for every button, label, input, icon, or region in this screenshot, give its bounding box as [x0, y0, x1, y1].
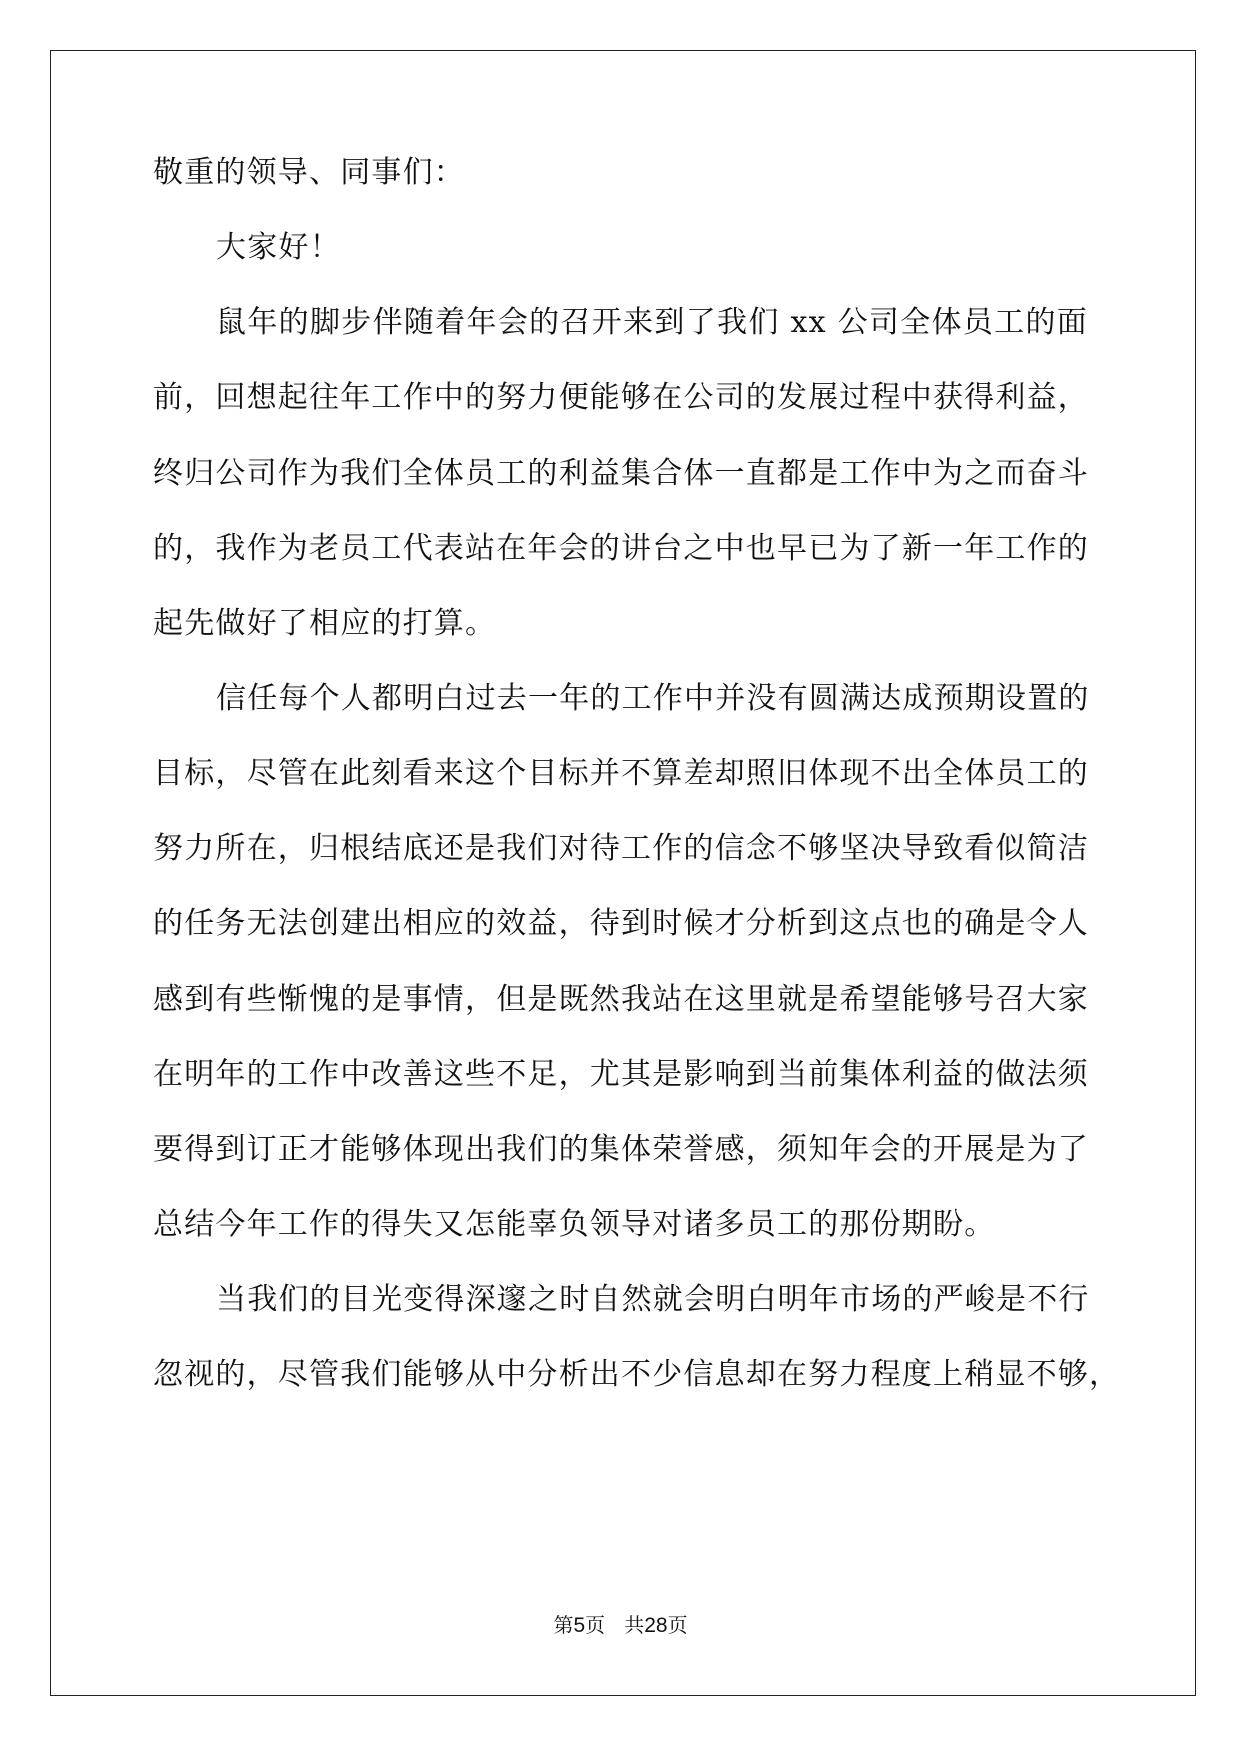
total-prefix: 共 [624, 1613, 645, 1637]
paragraph-1-line-4: 的，我作为老员工代表站在年会的讲台之中也早已为了新一年工作的 [153, 531, 1089, 566]
total-suffix: 页 [667, 1613, 688, 1637]
page-footer [0, 1612, 1241, 1639]
paragraph-2-line-6: 在明年的工作中改善这些不足，尤其是影响到当前集体利益的做法须 [153, 1057, 1089, 1092]
paragraph-1-line-3: 终归公司作为我们全体员工的利益集合体一直都是工作中为之而奋斗 [153, 456, 1089, 491]
paragraph-2-line-5: 感到有些惭愧的是事情，但是既然我站在这里就是希望能够号召大家 [153, 982, 1089, 1017]
salutation: 敬重的领导、同事们： [153, 155, 465, 190]
paragraph-1-line-2: 前，回想起往年工作中的努力便能够在公司的发展过程中获得利益， [153, 380, 1089, 415]
paragraph-2-line-3: 努力所在，归根结底还是我们对待工作的信念不够坚决导致看似简洁 [153, 831, 1089, 866]
paragraph-1-line-5: 起先做好了相应的打算。 [153, 606, 497, 641]
paragraph-3-line-2: 忽视的，尽管我们能够从中分析出不少信息却在努力程度上稍显不够， [153, 1357, 1121, 1392]
paragraph-1-line-1: 鼠年的脚步伴随着年会的召开来到了我们 xx 公司全体员工的面 [216, 305, 1088, 340]
paragraph-2-line-8: 总结今年工作的得失又怎能辜负领导对诸多员工的那份期盼。 [153, 1207, 996, 1242]
paragraph-2-line-1: 信任每个人都明白过去一年的工作中并没有圆满达成预期设置的 [216, 681, 1090, 716]
page-suffix: 页 [585, 1613, 606, 1637]
paragraph-2-line-7: 要得到订正才能够体现出我们的集体荣誉感，须知年会的开展是为了 [153, 1132, 1089, 1167]
page-border [50, 50, 1196, 1696]
paragraph-2-line-2: 目标，尽管在此刻看来这个目标并不算差却照旧体现不出全体员工的 [153, 756, 1089, 791]
page-current: 5 [573, 1614, 586, 1637]
paragraph-2-line-4: 的任务无法创建出相应的效益，待到时候才分析到这点也的确是令人 [153, 906, 1089, 941]
page-total: 28 [644, 1614, 668, 1637]
paragraph-3-line-1: 当我们的目光变得深邃之时自然就会明白明年市场的严峻是不行 [216, 1282, 1090, 1317]
greeting: 大家好！ [216, 230, 341, 265]
page-prefix: 第 [553, 1613, 574, 1637]
